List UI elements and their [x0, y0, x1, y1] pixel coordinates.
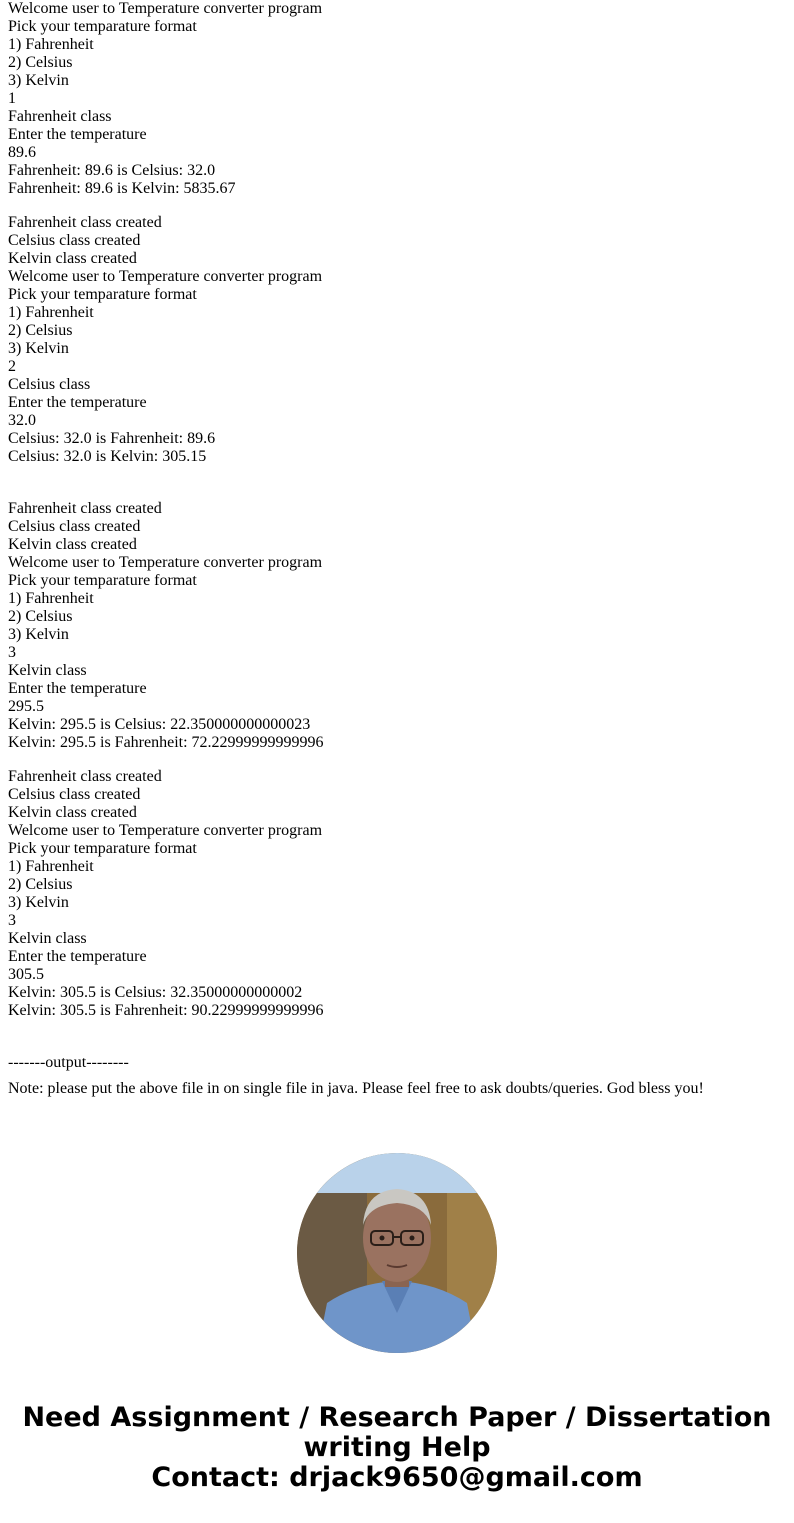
output-line: 3) Kelvin: [8, 626, 69, 643]
note-text: Note: please put the above file in on single file in java. Please feel free to ask doubts/queries. God bless you!: [8, 1080, 704, 1097]
output-line: 1: [8, 90, 16, 107]
output-line: Fahrenheit: 89.6 is Celsius: 32.0: [8, 162, 216, 179]
output-line: Welcome user to Temperature converter program: [8, 268, 323, 285]
output-line: Pick your temparature format: [8, 572, 197, 589]
output-line: 1) Fahrenheit: [8, 36, 94, 53]
promo-banner: [0, 1403, 794, 1493]
output-line: 295.5: [8, 698, 44, 715]
output-line: 2) Celsius: [8, 54, 73, 71]
output-line: Celsius class created: [8, 232, 141, 249]
output-line: 3) Kelvin: [8, 72, 69, 89]
output-line: Kelvin: 295.5 is Celsius: 22.350000000000023: [8, 716, 311, 733]
output-line: 2) Celsius: [8, 876, 73, 893]
output-line: Enter the temperature: [8, 394, 147, 411]
author-photo-icon: [297, 1153, 497, 1353]
output-line: Fahrenheit: 89.6 is Kelvin: 5835.67: [8, 180, 236, 197]
run-block-3: [8, 500, 786, 752]
spacer: [8, 198, 786, 214]
output-line: Kelvin class created: [8, 536, 137, 553]
output-line: 3) Kelvin: [8, 894, 69, 911]
run-block-1: [8, 0, 786, 198]
output-line: Welcome user to Temperature converter program: [8, 554, 323, 571]
output-line: Celsius: 32.0 is Fahrenheit: 89.6: [8, 430, 216, 447]
output-line: Kelvin: 295.5 is Fahrenheit: 72.22999999999996: [8, 734, 324, 751]
output-line: 32.0: [8, 412, 36, 429]
output-line: 3: [8, 644, 16, 661]
spacer: [8, 1020, 786, 1054]
output-line: Enter the temperature: [8, 948, 147, 965]
output-line: Celsius class created: [8, 518, 141, 535]
output-line: Enter the temperature: [8, 680, 147, 697]
output-line: Kelvin class created: [8, 804, 137, 821]
output-line: Fahrenheit class created: [8, 768, 162, 785]
output-line: Kelvin class: [8, 662, 87, 679]
output-line: 1) Fahrenheit: [8, 304, 94, 321]
promo-contact: Contact: drjack9650@gmail.com: [151, 1462, 643, 1493]
output-line: 2: [8, 358, 16, 375]
output-line: Kelvin: 305.5 is Fahrenheit: 90.22999999999996: [8, 1002, 324, 1019]
output-line: Fahrenheit class: [8, 108, 112, 125]
output-line: Kelvin class created: [8, 250, 137, 267]
output-line: 305.5: [8, 966, 44, 983]
output-line: Fahrenheit class created: [8, 500, 162, 517]
output-line: Pick your temparature format: [8, 18, 197, 35]
output-line: 3) Kelvin: [8, 340, 69, 357]
output-line: Welcome user to Temperature converter program: [8, 0, 323, 17]
output-line: 89.6: [8, 144, 36, 161]
output-line: 2) Celsius: [8, 608, 73, 625]
spacer: [8, 466, 786, 500]
run-block-4: [8, 768, 786, 1020]
output-line: 1) Fahrenheit: [8, 858, 94, 875]
output-line: Celsius class: [8, 376, 91, 393]
output-line: Welcome user to Temperature converter program: [8, 822, 323, 839]
output-line: Fahrenheit class created: [8, 214, 162, 231]
output-line: Pick your temparature format: [8, 286, 197, 303]
output-line: Kelvin: 305.5 is Celsius: 32.35000000000002: [8, 984, 303, 1001]
output-line: Celsius class created: [8, 786, 141, 803]
spacer: [8, 1072, 786, 1080]
output-line: Enter the temperature: [8, 126, 147, 143]
output-line: 2) Celsius: [8, 322, 73, 339]
promo-line: writing Help: [303, 1432, 491, 1463]
output-marker: -------output--------: [8, 1054, 129, 1071]
spacer: [8, 752, 786, 768]
output-line: 3: [8, 912, 16, 929]
output-line: Kelvin class: [8, 930, 87, 947]
run-block-2: [8, 214, 786, 466]
promo-line: Need Assignment / Research Paper / Dissertation: [22, 1402, 772, 1433]
output-line: Celsius: 32.0 is Kelvin: 305.15: [8, 448, 207, 465]
author-photo: [297, 1153, 497, 1353]
output-line: Pick your temparature format: [8, 840, 197, 857]
output-line: 1) Fahrenheit: [8, 590, 94, 607]
console-output: [8, 0, 786, 1098]
